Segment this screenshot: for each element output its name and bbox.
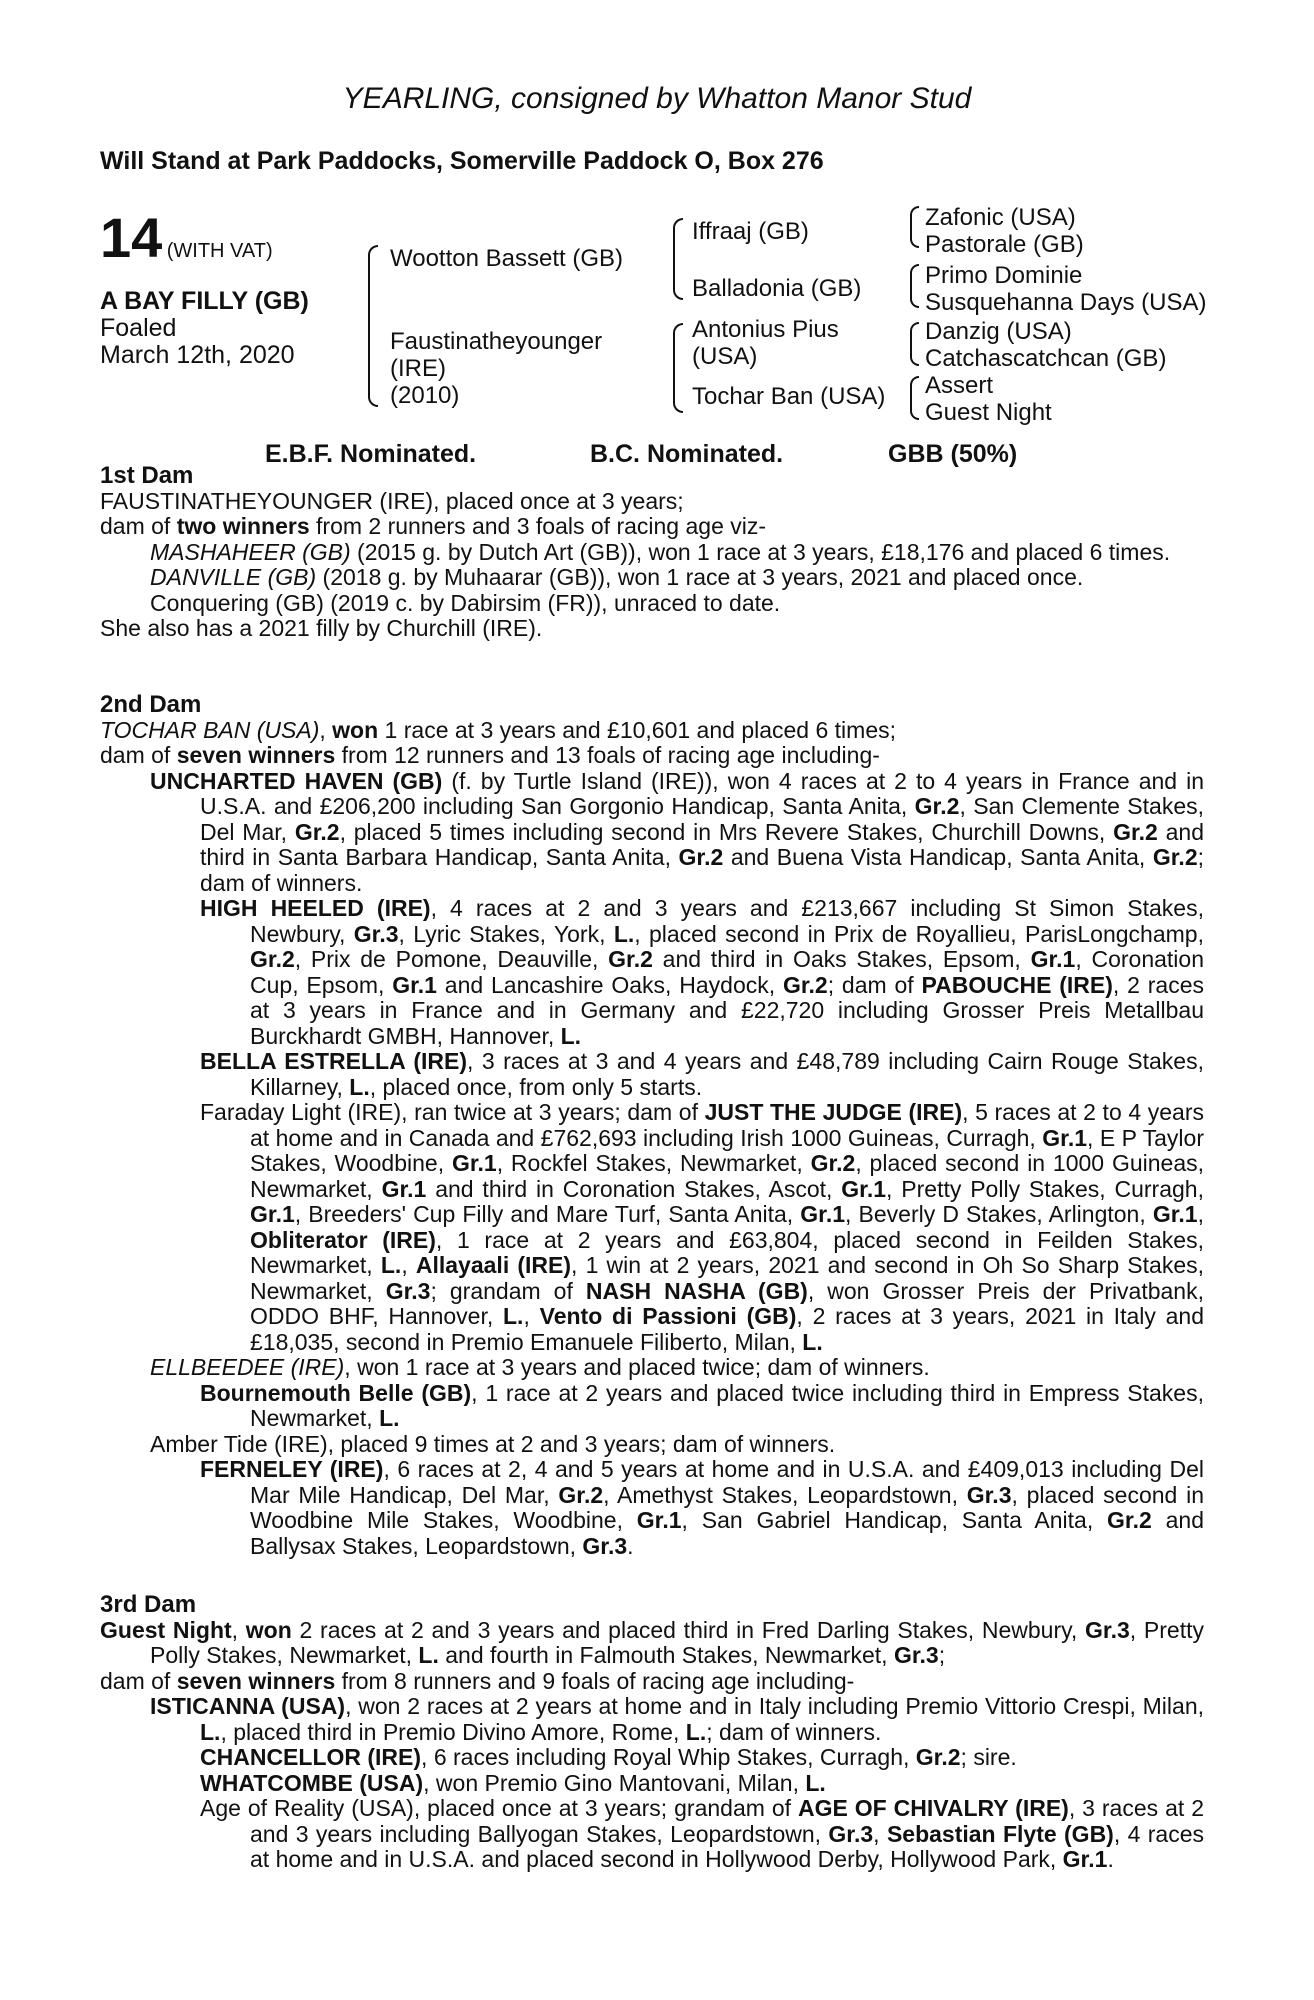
text-run: , placed second in Woodbine Mile Stakes, Woodbine, [250, 1481, 1204, 1533]
lot-vat: (WITH VAT) [166, 240, 273, 262]
text-run: , 1 race at 2 years and £63,804, placed second in Feilden Stakes, Newmarket, [250, 1226, 1204, 1278]
produce-entry [100, 1694, 1204, 1745]
text-run: , Breeders' Cup Filly and Mare Turf, Santa Anita, [294, 1201, 801, 1227]
text-run: Gr.3 [353, 920, 399, 947]
text-run: Faraday Light (IRE), ran twice at 3 years; dam of [200, 1099, 705, 1125]
text-run: Gr.1 [1152, 1201, 1198, 1227]
text-run: Gr.3 [385, 1277, 431, 1304]
foaled-date: March 12th, 2020 [100, 341, 295, 369]
text-run: Gr.2 [1152, 844, 1198, 870]
pedigree-brace [673, 323, 683, 413]
produce-entry [100, 1796, 1204, 1873]
text-run: , placed second in 1000 Guineas, Newmarket, [250, 1150, 1204, 1202]
produce-entry [100, 1355, 1204, 1381]
text-run: Gr.2 [915, 1744, 961, 1770]
dam-line [100, 1618, 1204, 1669]
pedigree-dam-dam: Tochar Ban (USA) [692, 383, 886, 410]
text-run: Gr.2 [1113, 818, 1158, 845]
text-run: L. [805, 1769, 826, 1796]
text-run: Gr.3 [828, 1820, 874, 1847]
gbb-note: GBB (50%) [888, 440, 1018, 468]
text-run: Gr.2 [810, 1150, 856, 1176]
text-run: Obliterator (IRE) [250, 1226, 436, 1253]
text-run: , Beverly D Stakes, Arlington, [845, 1201, 1153, 1227]
text-run: L. [379, 1405, 400, 1431]
text-run: , 1 win at 2 years, 2021 and second in Oh So Sharp Stakes, Newmarket, [250, 1252, 1204, 1304]
text-run: ; dam of winners. [200, 844, 1205, 896]
pedigree-brace [910, 322, 919, 366]
bc-nomination: B.C. Nominated. [590, 440, 784, 468]
pedigree-sire-dam: Balladonia (GB) [692, 275, 862, 302]
produce-entry [100, 1771, 1204, 1797]
text-run: ELLBEEDEE (IRE) [150, 1354, 345, 1380]
text-run: , Pretty Polly Stakes, Newmarket, [150, 1616, 1204, 1668]
dam-produce-summary [100, 1669, 1204, 1695]
produce-entry: MASHAHEER (GB) (2015 g. by Dutch Art (GB)), won 1 race at 3 years, £18,176 and placed 6 times. [150, 538, 1171, 565]
text-run: , 1 race at 2 years and placed twice including third in Empress Stakes, Newmarket, [250, 1379, 1204, 1431]
produce-entry: Conquering (GB) (2019 c. by Dabirsim (FR)), unraced to date. [150, 589, 781, 616]
text-run: BELLA ESTRELLA (IRE) [200, 1048, 467, 1074]
text-run: Allayaali (IRE) [415, 1252, 572, 1278]
text-run: , Lyric Stakes, York, [398, 920, 614, 947]
produce-entry [100, 1432, 1204, 1458]
pedigree-brace [368, 245, 378, 407]
foaled-label: Foaled [100, 314, 177, 342]
text-run: L. [349, 1073, 370, 1100]
text-run: Gr.3 [582, 1532, 628, 1559]
text-run: Gr.1 [800, 1201, 846, 1227]
text-run: Age of Reality (USA), placed once at 3 years; grandam of [200, 1795, 798, 1821]
produce-entry [100, 1457, 1204, 1559]
text-run: Gr.2 [782, 971, 828, 998]
produce-entry: DANVILLE (GB) (2018 g. by Muhaarar (GB)), won 1 race at 3 years, 2021 and placed once. [150, 564, 1084, 590]
text-run: CHANCELLOR (IRE) [200, 1744, 422, 1770]
text-run: , placed once, from only 5 starts. [369, 1073, 703, 1100]
text-run: WHATCOMBE (USA) [200, 1769, 424, 1796]
text-run: won [245, 1616, 292, 1643]
text-run: and third in Santa Barbara Handicap, Santa Anita, [200, 818, 1205, 870]
text-run: L. [685, 1718, 707, 1745]
pedigree-sire-sire: Iffraaj (GB) [692, 218, 809, 245]
text-run: Amber Tide (IRE), placed 9 times at 2 and 3 years; dam of winners. [150, 1430, 836, 1457]
text-run: ; grandam of [430, 1277, 586, 1304]
text-run: , Rockfel Stakes, Newmarket, [496, 1150, 811, 1176]
text-run: dam of [100, 1667, 177, 1694]
text-run: , [401, 1252, 416, 1278]
text-run: and third in Oaks Stakes, Epsom, [652, 946, 1031, 972]
horse-name: A BAY FILLY (GB) [100, 287, 309, 315]
text-run: Gr.3 [1085, 1616, 1130, 1643]
text-run: , 2 races at 3 years, 2021 in Italy and £18,035, second in Premio Emanuele Filiberto, Milan, [250, 1303, 1205, 1355]
text-run: from 8 runners and 9 foals of racing age including- [335, 1667, 855, 1694]
pedigree-gen3: Danzig (USA) Catchascatchcan (GB) [925, 318, 1167, 372]
text-run: , 4 races at home and in U.S.A. and placed second in Hollywood Derby, Hollywood Park, [250, 1820, 1205, 1872]
text-run: JUST THE JUDGE (IRE) [704, 1099, 963, 1125]
text-run: , won Premio Gino Mantovani, Milan, [423, 1769, 806, 1796]
text-run: Gr.1 [392, 971, 437, 998]
text-run: Gr.1 [381, 1175, 427, 1202]
text-run: 2 races at 2 and 3 years and placed third in Fred Darling Stakes, Newbury, [291, 1616, 1086, 1643]
text-run: Gr.1 [1062, 1846, 1108, 1872]
text-run: Gr.1 [1042, 1124, 1088, 1151]
text-run: , 6 races including Royal Whip Stakes, Curragh, [421, 1744, 916, 1770]
text-run: , won 1 race at 3 years and placed twice; dam of winners. [344, 1354, 930, 1380]
text-run: FERNELEY (IRE) [200, 1456, 384, 1482]
text-run: seven winners [176, 1667, 336, 1694]
text-run: . [627, 1532, 634, 1559]
text-run: Gr.1 [1030, 946, 1076, 972]
pedigree-brace [910, 376, 919, 420]
dam-line: TOCHAR BAN (USA), won 1 race at 3 years and £10,601 and placed 6 times; [100, 716, 897, 743]
text-run: Vento di Passioni (GB) [539, 1303, 797, 1329]
text-run: ; sire. [960, 1744, 1017, 1770]
produce-entry [100, 1745, 1204, 1771]
text-run: , 3 races at 2 and 3 years including Ballyogan Stakes, Leopardstown, [250, 1795, 1204, 1847]
first-dam-section [100, 463, 1204, 642]
text-run: and Buena Vista Handicap, Santa Anita, [723, 844, 1153, 870]
consignment-line: YEARLING, consigned by Whatton Manor Stud [342, 82, 972, 115]
text-run: , [231, 1616, 246, 1643]
ebf-nomination: E.B.F. Nominated. [265, 440, 477, 468]
text-run: ; dam of [827, 971, 922, 998]
section-heading: 3rd Dam [100, 1591, 197, 1618]
text-run: , placed second in Prix de Royallieu, ParisLongchamp, [634, 920, 1204, 947]
text-run: , E P Taylor Stakes, Woodbine, [250, 1124, 1204, 1176]
text-run: , 2 races at 3 years in France and in Germany and £22,720 including Grosser Preis Metallbau Burckhardt GMBH, Hannover, [250, 971, 1204, 1049]
dam-produce-summary: dam of two winners from 2 runners and 3 foals of racing age viz- [100, 513, 767, 539]
section-heading: 2nd Dam [100, 691, 202, 718]
text-run: Gr.2 [914, 793, 960, 819]
text-run: Bournemouth Belle (GB) [200, 1379, 472, 1406]
pedigree-gen3: Zafonic (USA) Pastorale (GB) [925, 204, 1084, 258]
text-run: , San Gabriel Handicap, Santa Anita, [681, 1507, 1108, 1533]
dam-line: FAUSTINATHEYOUNGER (IRE), placed once at 3 years; [100, 487, 684, 514]
text-run: Gr.1 [841, 1175, 887, 1202]
text-run: and third in Coronation Stakes, Ascot, [426, 1175, 842, 1202]
text-run: , 3 races at 3 and 4 years and £48,789 including Cairn Rouge Stakes, Killarney, [250, 1048, 1204, 1100]
section-heading: 1st Dam [100, 462, 194, 489]
lot-header [100, 205, 273, 270]
text-run: Gr.1 [250, 1201, 295, 1227]
text-run: Guest Night [100, 1616, 232, 1643]
text-run: , Coronation Cup, Epsom, [250, 946, 1204, 998]
dam-produce-summary: dam of seven winners from 12 runners and 13 foals of racing age including- [100, 742, 880, 768]
text-run: L. [560, 1022, 582, 1049]
text-run: , won Grosser Preis der Privatbank, ODDO BHF, Hannover, [250, 1277, 1204, 1329]
produce-entry [100, 1381, 1204, 1432]
produce-note: She also has a 2021 filly by Churchill (IRE). [100, 615, 543, 641]
text-run: L. [503, 1303, 524, 1329]
text-run: L. [418, 1642, 439, 1668]
pedigree-gen3: Assert Guest Night [925, 372, 1052, 426]
horse-details [100, 288, 309, 369]
lot-number: 14 [100, 206, 163, 269]
text-run: and fourth in Falmouth Stakes, Newmarket, [438, 1642, 894, 1668]
text-run: , [1197, 1201, 1204, 1227]
text-run: PABOUCHE (IRE) [921, 971, 1113, 998]
text-run: , won 2 races at 2 years at home and in Italy including Premio Vittorio Crespi, Milan, [345, 1693, 1204, 1719]
text-run: Gr.1 [636, 1507, 682, 1533]
text-run: Gr.2 [1107, 1507, 1152, 1533]
third-dam-section [100, 1592, 1204, 1873]
text-run: , Amethyst Stakes, Leopardstown, [603, 1481, 967, 1508]
text-run: , Pretty Polly Stakes, Curragh, [886, 1175, 1204, 1202]
text-run: ; dam of winners. [706, 1718, 882, 1745]
text-run: , 6 races at 2, 4 and 5 years at home and in U.S.A. and £409,013 including Del Mar Mile Handicap, Del Mar, [250, 1456, 1204, 1508]
produce-entry [100, 896, 1204, 1049]
text-run: Sebastian Flyte (GB) [886, 1820, 1114, 1847]
text-run: Gr.2 [608, 946, 653, 972]
pedigree-brace [910, 206, 919, 248]
text-run: Gr.2 [678, 844, 724, 870]
text-run: , placed 5 times including second in Mrs Revere Stakes, Churchill Downs, [339, 818, 1114, 845]
text-run: L. [613, 920, 635, 947]
text-run: L. [200, 1718, 221, 1745]
pedigree-dam: Faustinatheyounger (IRE) (2010) [390, 328, 603, 409]
text-run: Gr.3 [966, 1481, 1012, 1508]
text-run: HIGH HEELED (IRE) [200, 895, 431, 921]
second-dam-section [100, 692, 1204, 1559]
text-run: Gr.3 [893, 1642, 939, 1668]
produce-entry [100, 1049, 1204, 1100]
stand-location: Will Stand at Park Paddocks, Somerville Paddock O, Box 276 [100, 147, 824, 175]
text-run: , Prix de Pomone, Deauville, [294, 946, 609, 972]
pedigree-dam-sire: Antonius Pius (USA) [692, 316, 839, 370]
pedigree-brace [673, 218, 683, 300]
text-run: NASH NASHA (GB) [585, 1277, 808, 1304]
text-run: (f. by Turtle Island (IRE)), won 4 races at 2 to 4 years in France and in U.S.A. and £206,200 including San Gorgonio Handicap, Santa Anita, [200, 767, 1204, 819]
pedigree-sire: Wootton Bassett (GB) [390, 245, 623, 272]
text-run: Gr.2 [558, 1481, 604, 1508]
text-run: and Ballysax Stakes, Leopardstown, [250, 1507, 1204, 1559]
text-run: Gr.2 [294, 818, 340, 845]
text-run: . [1107, 1846, 1114, 1872]
pedigree-gen3: Primo Dominie Susquehanna Days (USA) [925, 262, 1207, 316]
text-run: , placed third in Premio Divino Amore, Rome, [220, 1718, 686, 1745]
text-run: , San Clemente Stakes, Del Mar, [200, 793, 1205, 845]
produce-entry [100, 1100, 1204, 1355]
text-run: , [523, 1303, 540, 1329]
text-run: ISTICANNA (USA) [150, 1693, 346, 1719]
text-run: ; [938, 1642, 946, 1668]
text-run: , [873, 1820, 887, 1847]
text-run: , 4 races at 2 and 3 years and £213,667 including St Simon Stakes, Newbury, [250, 895, 1204, 947]
text-run: L. [802, 1328, 823, 1355]
produce-entry [100, 769, 1204, 897]
text-run: Gr.2 [250, 946, 295, 972]
text-run: , 5 races at 2 to 4 years at home and in Canada and £762,693 including Irish 1000 Guineas, Curragh, [250, 1099, 1204, 1151]
text-run: L. [380, 1252, 402, 1278]
text-run: Gr.1 [451, 1150, 497, 1176]
text-run: UNCHARTED HAVEN (GB) [150, 767, 443, 794]
text-run: and Lancashire Oaks, Haydock, [436, 971, 783, 998]
text-run: AGE OF CHIVALRY (IRE) [797, 1795, 1069, 1821]
pedigree-brace [910, 264, 919, 308]
